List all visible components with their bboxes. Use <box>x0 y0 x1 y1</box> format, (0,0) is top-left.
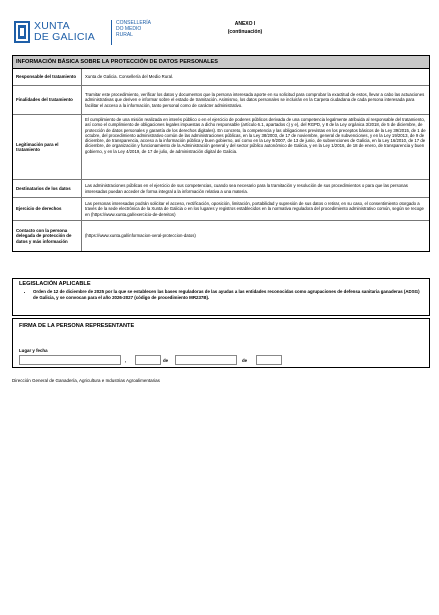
signature-section <box>12 318 430 368</box>
row-value: Las administraciones públicas en el ejercicio de sus competencias, cuando sea necesario para la tramitación y resolución de sus procedimientos o para que las personas interesadas puedan acceder de forma integral a la información relativa a una materia. <box>85 183 408 194</box>
table-row <box>13 198 429 221</box>
annex-title: ANEXO I <box>234 21 256 27</box>
legislation-list <box>13 289 429 300</box>
privacy-info-link[interactable]: (https://www.xunta.gal/informacion-xeral-proteccion-datos) <box>85 233 196 239</box>
de-label-1: de <box>163 358 169 363</box>
signature-title: FIRMA DE LA PERSONA REPRESENTANTE <box>19 323 135 329</box>
row-label: Responsable del tratamiento <box>13 69 82 85</box>
xunta-logo <box>13 20 152 46</box>
xunta-emblem-icon <box>13 20 31 44</box>
data-protection-title: INFORMACIÓN BÁSICA SOBRE LA PROTECCIÓN DE DATOS PERSONALES <box>13 56 429 69</box>
department-name: CONSELLERÍA DO MEDIO RURAL <box>116 20 152 39</box>
annex-subtitle: (continuación) <box>227 29 263 35</box>
table-row <box>13 115 429 180</box>
place-date-label: Lugar y fecha <box>19 348 48 353</box>
day-input[interactable] <box>135 355 161 365</box>
year-input[interactable] <box>256 355 282 365</box>
row-value: Tramitar este procedimiento, verificar los datos y documentos que la persona interesada aporte en su solicitud para comprobar la exactitud de estos, llevar a cabo las actuaciones administrativas que deriven e informar sobre el estado de tramitación. Asimismo, los datos personales se incluirán en la Carpeta ciudadana de cada persona interesada para facilitar el acceso a la información, tanto personal como de carácter administrativo. <box>85 92 425 108</box>
data-protection-table <box>12 55 430 252</box>
row-label: Ejercicio de derechos <box>13 198 82 220</box>
row-label: Destinatarios de los datos <box>13 180 82 197</box>
table-row <box>13 86 429 115</box>
row-label: Contacto con la persona delegada de protección de datos y más información <box>13 221 82 251</box>
logo-divider <box>111 20 112 45</box>
annex-heading <box>210 20 280 36</box>
place-input[interactable] <box>19 355 121 365</box>
row-value: El cumplimiento de una misión realizada en interés público o en el ejercicio de poderes públicos derivada de una competencia legalmente atribuida al responsable del tratamiento, así como el cumplimiento de obligaciones legales impuestas a dicho responsable (artículo 6.1, apartados c) y e), del RGPD, y 8 de la Ley orgánica 3/2018, de 5 de diciembre, de protección de datos personales y garantía de los derechos digitales). En concreto, la competencia y las obligaciones previstas en los preceptos básicos de la Ley 39/2015, de 1 de octubre, del procedimiento administrativo común de las administraciones públicas, en la Ley 38/2003, de 17 de noviembre, general de subvenciones, y en la Ley 19/2013, de 9 de diciembre, de transparencia, acceso a la información pública y buen gobierno, así como en la Ley 9/2007, de 13 de junio, de subvenciones de Galicia, en la Ley 16/2010, de 17 de diciembre, de organización y funcionamiento de la Administración general y del sector público autonómico de Galicia, y en la Ley 1/2016, de 18 de enero, de transparencia y buen gobierno, y en la Ley 4/2019, de 17 de julio, de administración digital de Galicia. <box>85 117 426 154</box>
row-value: Xunta de Galicia. Consellería del Medio Rural. <box>85 74 174 80</box>
table-row <box>13 180 429 198</box>
de-label-2: de <box>242 358 248 363</box>
list-item: • Orden de 12 de diciembre de 2025 por la que se establecen las bases reguladoras de las ayudas a las entidades reconocidas como agrupaciones de defensa sanitaria ganaderas (ADSG) de Galicia, y se convocan para el año 2026-2027 (código de procedimiento MR237B). <box>33 289 423 300</box>
row-value: Las personas interesadas podrán solicitar el acceso, rectificación, oposición, limitación, portabilidad y supresión de sus datos o retirar, en su caso, el consentimiento otorgado a través de la sede electrónica de la Xunta de Galicia o en los lugares y registros establecidos en la normativa reguladora del procedimiento administrativo común, según se recoge en (https://www.xunta.gal/exercicio-de-dereitos) <box>85 201 424 217</box>
table-row <box>13 221 429 251</box>
table-row <box>13 69 429 86</box>
org-name: XUNTA DE GALICIA <box>34 20 95 43</box>
legislation-title: LEGISLACIÓN APLICABLE <box>19 281 91 287</box>
month-input[interactable] <box>175 355 237 365</box>
legislation-section <box>12 278 430 316</box>
comma-separator: , <box>125 358 127 363</box>
row-label: Legitimación para el tratamiento <box>13 115 82 179</box>
row-label: Finalidades del tratamiento <box>13 86 82 114</box>
footer-text: Dirección General de Ganadería, Agricultura e Industrias Agroalimentarias <box>12 378 160 383</box>
